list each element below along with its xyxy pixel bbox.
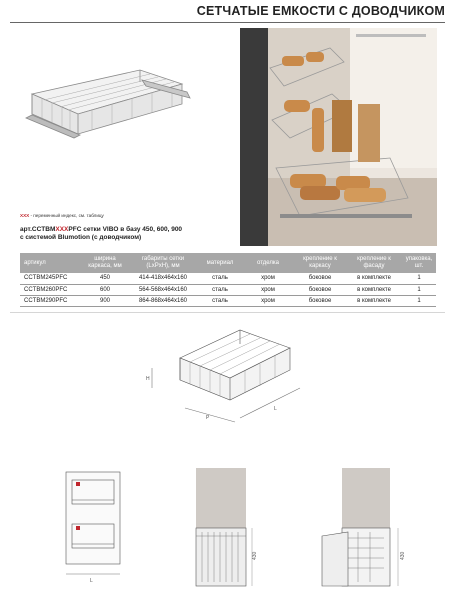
product-caption bbox=[20, 226, 230, 242]
col-frame-mount: крепление к каркасу bbox=[294, 253, 346, 273]
cell-material: сталь bbox=[198, 273, 242, 284]
table-row bbox=[20, 273, 436, 284]
cell-width: 600 bbox=[82, 284, 128, 295]
cell-frame-mount: боковое bbox=[294, 284, 346, 295]
page-title: СЕТЧАТЫЕ ЕМКОСТИ С ДОВОДЧИКОМ bbox=[196, 4, 445, 18]
front-width-label: L bbox=[90, 578, 93, 584]
col-dimensions: габариты сетки (LxPxH), мм bbox=[128, 253, 198, 273]
cell-dimensions: 864-868x464x160 bbox=[128, 295, 198, 306]
cell-facade-mount: в комплекте bbox=[346, 284, 402, 295]
iso-depth-label: P bbox=[206, 415, 210, 421]
caption-highlight: XXX bbox=[55, 226, 69, 233]
cell-finish: хром bbox=[242, 273, 294, 284]
cell-finish: хром bbox=[242, 295, 294, 306]
cell-article: CCTBM290PFC bbox=[20, 295, 82, 306]
table-header-row bbox=[20, 253, 436, 273]
side-view-drawing-1 bbox=[186, 466, 266, 590]
cell-width: 900 bbox=[82, 295, 128, 306]
index-note bbox=[20, 213, 104, 218]
cell-material: сталь bbox=[198, 295, 242, 306]
cell-article: CCTBM245PFC bbox=[20, 273, 82, 284]
cell-finish: хром bbox=[242, 284, 294, 295]
caption-suffix: PFC сетки VIBO в базу 450, 600, 900 bbox=[68, 226, 183, 233]
title-divider bbox=[10, 22, 445, 23]
cell-article: CCTBM260PFC bbox=[20, 284, 82, 295]
cell-pack: 1 bbox=[402, 273, 436, 284]
table-row bbox=[20, 295, 436, 306]
iso-width-label: L bbox=[274, 406, 277, 412]
note-highlight: XXX bbox=[20, 213, 30, 218]
cell-facade-mount: в комплекте bbox=[346, 295, 402, 306]
section-divider bbox=[10, 312, 445, 313]
side-view-drawing-2 bbox=[318, 466, 418, 590]
cell-frame-mount: боковое bbox=[294, 295, 346, 306]
height-label-2: 430 bbox=[400, 551, 406, 560]
cell-frame-mount: боковое bbox=[294, 273, 346, 284]
height-label-1: 430 bbox=[252, 551, 258, 560]
cell-pack: 1 bbox=[402, 295, 436, 306]
col-finish: отделка bbox=[242, 253, 294, 273]
caption-line2: с системой Blumotion (с доводчиком) bbox=[20, 234, 142, 241]
note-text: - переменный индекс, см. таблицу bbox=[30, 213, 104, 218]
wire-basket-illustration bbox=[22, 52, 197, 142]
table-row bbox=[20, 284, 436, 295]
col-article: артикул bbox=[20, 253, 82, 273]
isometric-drawing bbox=[140, 318, 320, 423]
col-pack: упаковка, шт. bbox=[402, 253, 436, 273]
col-material: материал bbox=[198, 253, 242, 273]
product-photo bbox=[240, 28, 437, 246]
cell-material: сталь bbox=[198, 284, 242, 295]
front-view-drawing bbox=[62, 466, 138, 584]
cell-pack: 1 bbox=[402, 284, 436, 295]
cell-facade-mount: в комплекте bbox=[346, 273, 402, 284]
col-width: ширина каркаса, мм bbox=[82, 253, 128, 273]
caption-prefix: арт.CCTBM bbox=[20, 226, 56, 233]
iso-height-label: H bbox=[146, 376, 150, 382]
cell-dimensions: 414-418x464x160 bbox=[128, 273, 198, 284]
col-facade-mount: крепление к фасаду bbox=[346, 253, 402, 273]
spec-table bbox=[20, 253, 436, 307]
cell-dimensions: 564-568x464x160 bbox=[128, 284, 198, 295]
cell-width: 450 bbox=[82, 273, 128, 284]
